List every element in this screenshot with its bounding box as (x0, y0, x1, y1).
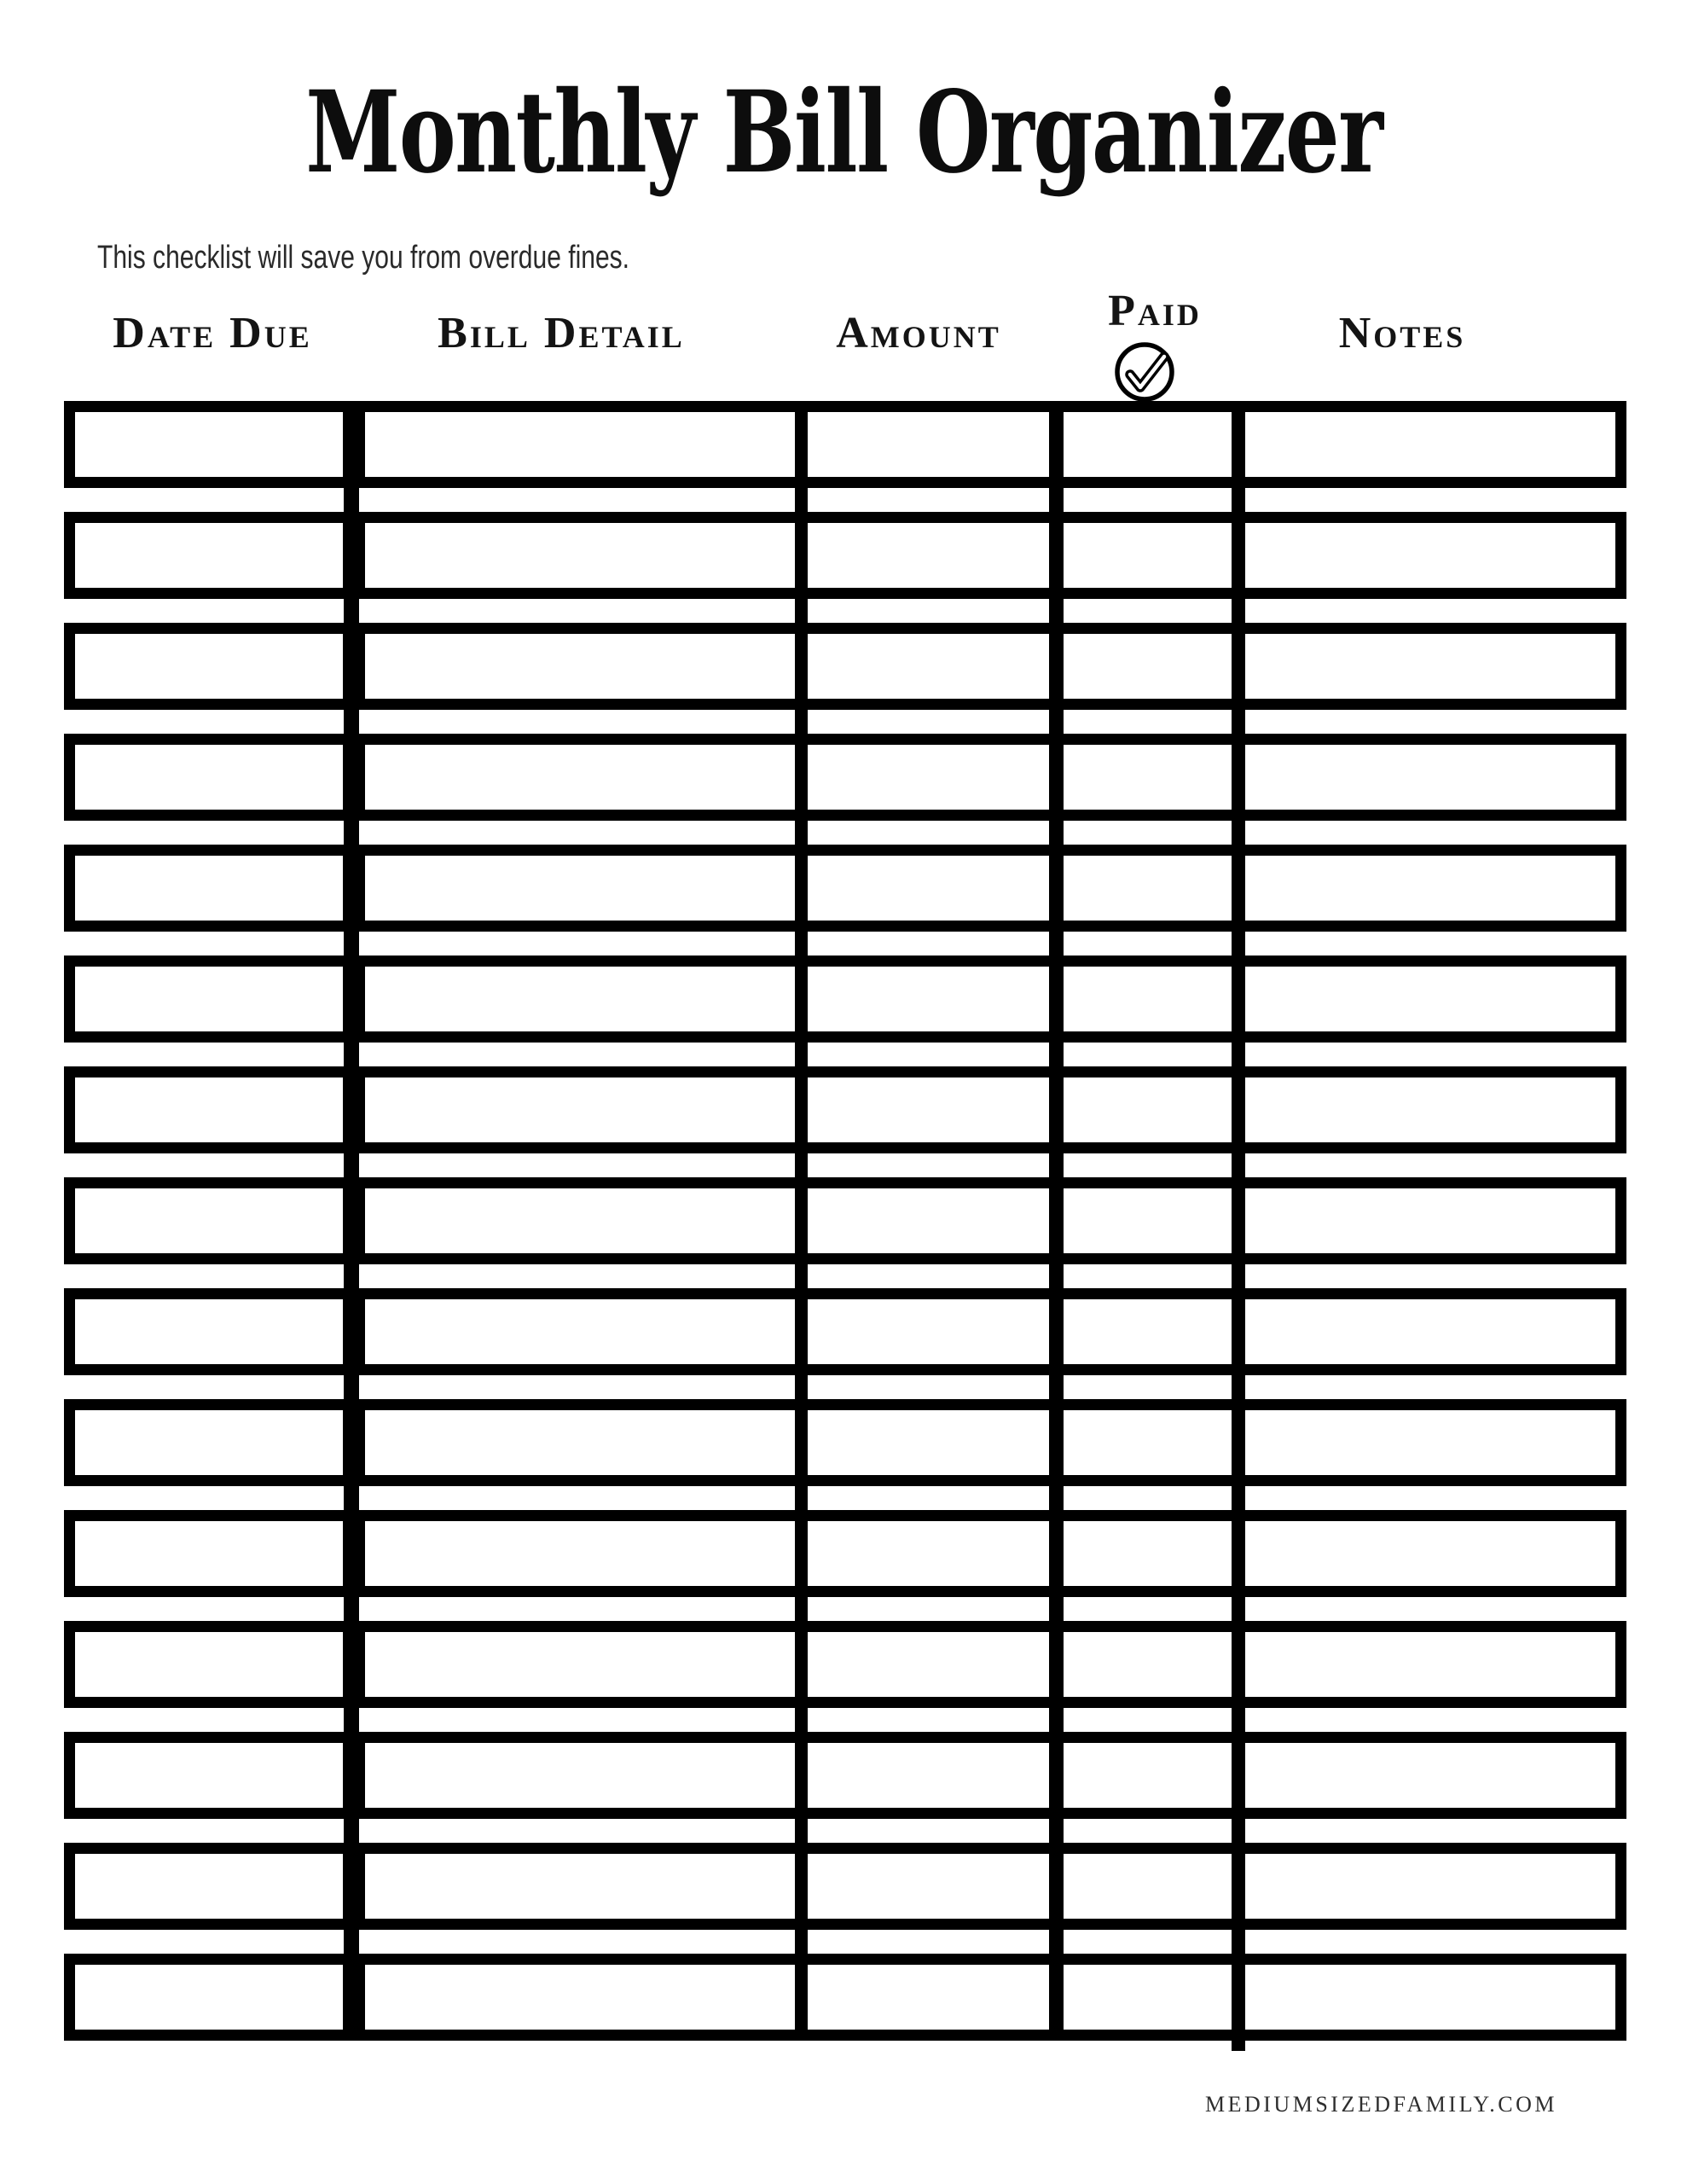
cell-bill-detail[interactable] (365, 1632, 795, 1697)
page-title (0, 67, 1687, 199)
table-row (64, 845, 1626, 932)
cell-amount[interactable] (808, 1632, 1049, 1697)
table-row (64, 1399, 1626, 1486)
cell-notes[interactable] (1245, 1632, 1615, 1697)
cell-bill-detail[interactable] (365, 1188, 795, 1253)
cell-date-due[interactable] (64, 734, 354, 821)
column-header-paid: Paid (1108, 287, 1202, 335)
cell-paid[interactable] (1064, 1854, 1232, 1919)
cell-paid[interactable] (1064, 412, 1232, 477)
column-separator-bill-amount (795, 401, 808, 2041)
page-title-text: Monthly Bill Organizer (304, 67, 1383, 199)
cell-paid[interactable] (1064, 1743, 1232, 1808)
page-subtitle (97, 239, 771, 278)
cell-paid[interactable] (1064, 1188, 1232, 1253)
column-header-amount: Amount (836, 309, 1001, 357)
row-main-box (354, 845, 1626, 932)
page-subtitle-text: This checklist will save you from overdue fines. (97, 240, 629, 276)
cell-bill-detail[interactable] (365, 1854, 795, 1919)
cell-amount[interactable] (808, 1743, 1049, 1808)
cell-bill-detail[interactable] (365, 523, 795, 588)
cell-notes[interactable] (1245, 412, 1615, 477)
row-main-box (354, 1288, 1626, 1375)
cell-notes[interactable] (1245, 1188, 1615, 1253)
table-row (64, 1843, 1626, 1930)
cell-amount[interactable] (808, 967, 1049, 1031)
table-row (64, 1732, 1626, 1819)
table-row (64, 1066, 1626, 1153)
cell-date-due[interactable] (64, 1066, 354, 1153)
row-main-box (354, 1399, 1626, 1486)
column-separator-paid-notes (1232, 401, 1245, 2051)
cell-amount[interactable] (808, 856, 1049, 921)
table-row (64, 512, 1626, 599)
cell-bill-detail[interactable] (365, 1077, 795, 1142)
cell-bill-detail[interactable] (365, 412, 795, 477)
cell-amount[interactable] (808, 523, 1049, 588)
cell-notes[interactable] (1245, 634, 1615, 699)
footer-website: MEDIUMSIZEDFAMILY.COM (1205, 2092, 1558, 2117)
cell-notes[interactable] (1245, 1410, 1615, 1475)
cell-bill-detail[interactable] (365, 856, 795, 921)
cell-date-due[interactable] (64, 1399, 354, 1486)
cell-bill-detail[interactable] (365, 1521, 795, 1586)
row-main-box (354, 1066, 1626, 1153)
cell-notes[interactable] (1245, 523, 1615, 588)
cell-amount[interactable] (808, 1299, 1049, 1364)
cell-amount[interactable] (808, 634, 1049, 699)
table-row (64, 623, 1626, 710)
cell-date-due[interactable] (64, 1732, 354, 1819)
cell-amount[interactable] (808, 1077, 1049, 1142)
cell-notes[interactable] (1245, 967, 1615, 1031)
cell-paid[interactable] (1064, 1632, 1232, 1697)
column-header-bill-detail: Bill Detail (438, 309, 685, 357)
cell-amount[interactable] (808, 1188, 1049, 1253)
cell-notes[interactable] (1245, 856, 1615, 921)
table-row (64, 956, 1626, 1043)
column-header-date-due: Date Due (113, 309, 312, 357)
table-row (64, 1510, 1626, 1597)
row-main-box (354, 956, 1626, 1043)
cell-notes[interactable] (1245, 1743, 1615, 1808)
row-main-box (354, 1177, 1626, 1264)
cell-bill-detail[interactable] (365, 1410, 795, 1475)
column-separator-date-bill (344, 401, 359, 2041)
table-row (64, 1288, 1626, 1375)
cell-date-due[interactable] (64, 512, 354, 599)
cell-notes[interactable] (1245, 1077, 1615, 1142)
cell-amount[interactable] (808, 412, 1049, 477)
cell-date-due[interactable] (64, 1621, 354, 1708)
cell-paid[interactable] (1064, 1410, 1232, 1475)
row-main-box (354, 1732, 1626, 1819)
cell-date-due[interactable] (64, 1177, 354, 1264)
cell-notes[interactable] (1245, 1965, 1615, 2030)
cell-paid[interactable] (1064, 1077, 1232, 1142)
column-separator-amount-paid (1049, 401, 1064, 2041)
cell-date-due[interactable] (64, 401, 354, 488)
row-main-box (354, 512, 1626, 599)
row-main-box (354, 1843, 1626, 1930)
cell-bill-detail[interactable] (365, 1965, 795, 2030)
cell-paid[interactable] (1064, 745, 1232, 810)
row-main-box (354, 1621, 1626, 1708)
cell-date-due[interactable] (64, 1954, 354, 2041)
cell-notes[interactable] (1245, 1854, 1615, 1919)
cell-paid[interactable] (1064, 634, 1232, 699)
cell-date-due[interactable] (64, 845, 354, 932)
row-main-box (354, 401, 1626, 488)
cell-paid[interactable] (1064, 523, 1232, 588)
cell-bill-detail[interactable] (365, 745, 795, 810)
cell-amount[interactable] (808, 745, 1049, 810)
cell-bill-detail[interactable] (365, 1299, 795, 1364)
row-main-box (354, 623, 1626, 710)
cell-date-due[interactable] (64, 956, 354, 1043)
cell-date-due[interactable] (64, 1288, 354, 1375)
cell-date-due[interactable] (64, 1510, 354, 1597)
table-row (64, 734, 1626, 821)
cell-paid[interactable] (1064, 967, 1232, 1031)
table-row (64, 401, 1626, 488)
cell-paid[interactable] (1064, 856, 1232, 921)
cell-amount[interactable] (808, 1521, 1049, 1586)
cell-paid[interactable] (1064, 1521, 1232, 1586)
column-header-notes: Notes (1338, 309, 1466, 357)
cell-bill-detail[interactable] (365, 1743, 795, 1808)
cell-notes[interactable] (1245, 745, 1615, 810)
cell-amount[interactable] (808, 1410, 1049, 1475)
check-circle-icon (1112, 339, 1177, 404)
cell-notes[interactable] (1245, 1299, 1615, 1364)
table-row (64, 1177, 1626, 1264)
row-main-box (354, 734, 1626, 821)
cell-date-due[interactable] (64, 1843, 354, 1930)
cell-date-due[interactable] (64, 623, 354, 710)
cell-bill-detail[interactable] (365, 634, 795, 699)
table-row (64, 1954, 1626, 2041)
cell-amount[interactable] (808, 1854, 1049, 1919)
cell-bill-detail[interactable] (365, 967, 795, 1031)
row-main-box (354, 1510, 1626, 1597)
table-row (64, 1621, 1626, 1708)
cell-paid[interactable] (1064, 1299, 1232, 1364)
cell-amount[interactable] (808, 1965, 1049, 2030)
cell-paid[interactable] (1064, 1965, 1232, 2030)
bill-table (64, 401, 1626, 2041)
cell-notes[interactable] (1245, 1521, 1615, 1586)
row-main-box (354, 1954, 1626, 2041)
